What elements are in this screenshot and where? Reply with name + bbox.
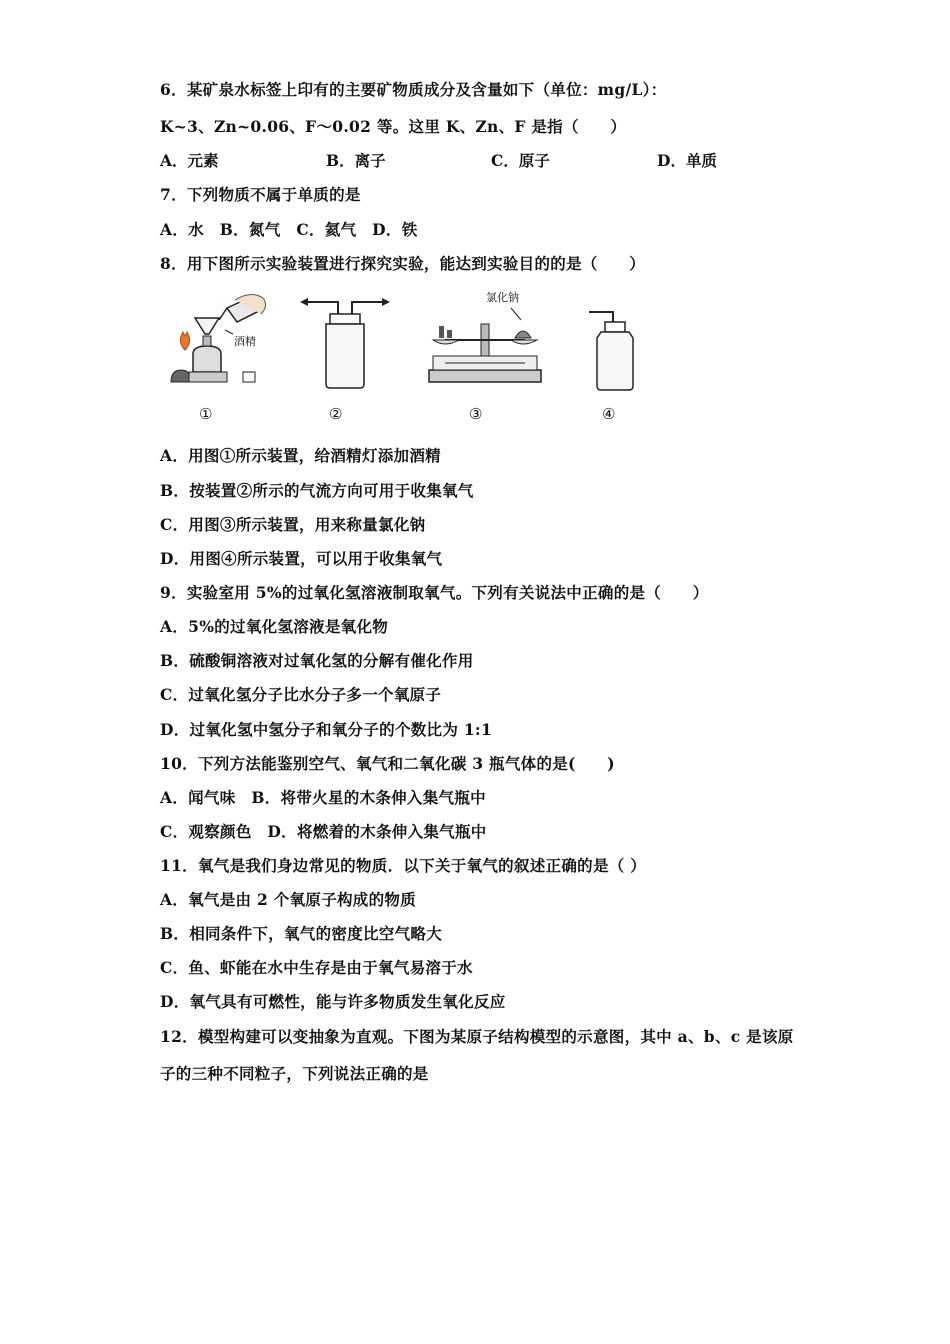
q9-stem: 9．实验室用 5%的过氧化氢溶液制取氧气。下列有关说法中正确的是（ ） — [160, 583, 709, 602]
q10-stem: 10．下列方法能鉴别空气、氧气和二氧化碳 3 瓶气体的是( ) — [160, 754, 615, 773]
q11-option-b: B．相同条件下，氧气的密度比空气略大 — [160, 924, 443, 943]
label-alcohol: 酒精 — [234, 335, 256, 348]
figure-number-2: ② — [329, 405, 343, 423]
figure-gas-collecting-bottle — [585, 306, 645, 392]
q8-option-b: B．按装置②所示的气流方向可用于收集氧气 — [160, 481, 474, 500]
q10-options-cd: C．观察颜色 D．将燃着的木条伸入集气瓶中 — [160, 822, 487, 841]
flame-icon — [180, 332, 189, 350]
label-sodium-chloride: 氯化钠 — [486, 291, 519, 304]
q8-stem: 8．用下图所示实验装置进行探究实验，能达到实验目的的是（ ） — [160, 254, 646, 273]
q6-option-d: D．单质 — [657, 151, 717, 170]
q6-stem-line2: K~3、Zn~0.06、F～0.02 等。这里 K、Zn、F 是指（ ） — [160, 117, 627, 136]
figure-number-3: ③ — [469, 405, 483, 423]
figure-number-1: ① — [199, 405, 213, 423]
figure-alcohol-lamp-apparatus — [165, 290, 275, 390]
q6-option-a: A．元素 — [160, 151, 219, 170]
q8-option-c: C．用图③所示装置，用来称量氯化钠 — [160, 515, 426, 534]
q11-option-a: A．氧气是由 2 个氧原子构成的物质 — [160, 890, 417, 909]
q9-option-d: D．过氧化氢中氢分子和氧分子的个数比为 1:1 — [160, 720, 493, 739]
q11-option-c: C．鱼、虾能在水中生存是由于氧气易溶于水 — [160, 958, 473, 977]
q8-option-a: A．用图①所示装置，给酒精灯添加酒精 — [160, 446, 441, 465]
q7-stem: 7．下列物质不属于单质的是 — [160, 185, 361, 204]
q7-options: A．水 B．氮气 C．氦气 D．铁 — [160, 220, 418, 239]
q11-stem: 11．氧气是我们身边常见的物质．以下关于氧气的叙述正确的是（ ） — [160, 856, 647, 875]
figure-balance-scale — [425, 300, 545, 390]
q10-options-ab: A．闻气味 B．将带火星的木条伸入集气瓶中 — [160, 788, 486, 807]
q6-option-c: C．原子 — [491, 151, 550, 170]
q6-stem-line1: 6．某矿泉水标签上印有的主要矿物质成分及含量如下（单位：mg/L）： — [160, 80, 667, 99]
q6-option-b: B．离子 — [326, 151, 386, 170]
q12-stem-line2: 子的三种不同粒子，下列说法正确的是 — [160, 1064, 429, 1083]
q8-option-d: D．用图④所示装置，可以用于收集氧气 — [160, 549, 443, 568]
q9-option-b: B．硫酸铜溶液对过氧化氢的分解有催化作用 — [160, 651, 474, 670]
q9-option-c: C．过氧化氢分子比水分子多一个氧原子 — [160, 685, 442, 704]
figure-number-4: ④ — [602, 405, 616, 423]
q12-stem-line1: 12．模型构建可以变抽象为直观。下图为某原子结构模型的示意图，其中 a、b、c 是该原 — [160, 1027, 794, 1046]
figure-gas-washing-bottle — [300, 292, 390, 392]
q9-option-a: A．5%的过氧化氢溶液是氧化物 — [160, 617, 389, 636]
q11-option-d: D．氧气具有可燃性，能与许多物质发生氧化反应 — [160, 992, 506, 1011]
